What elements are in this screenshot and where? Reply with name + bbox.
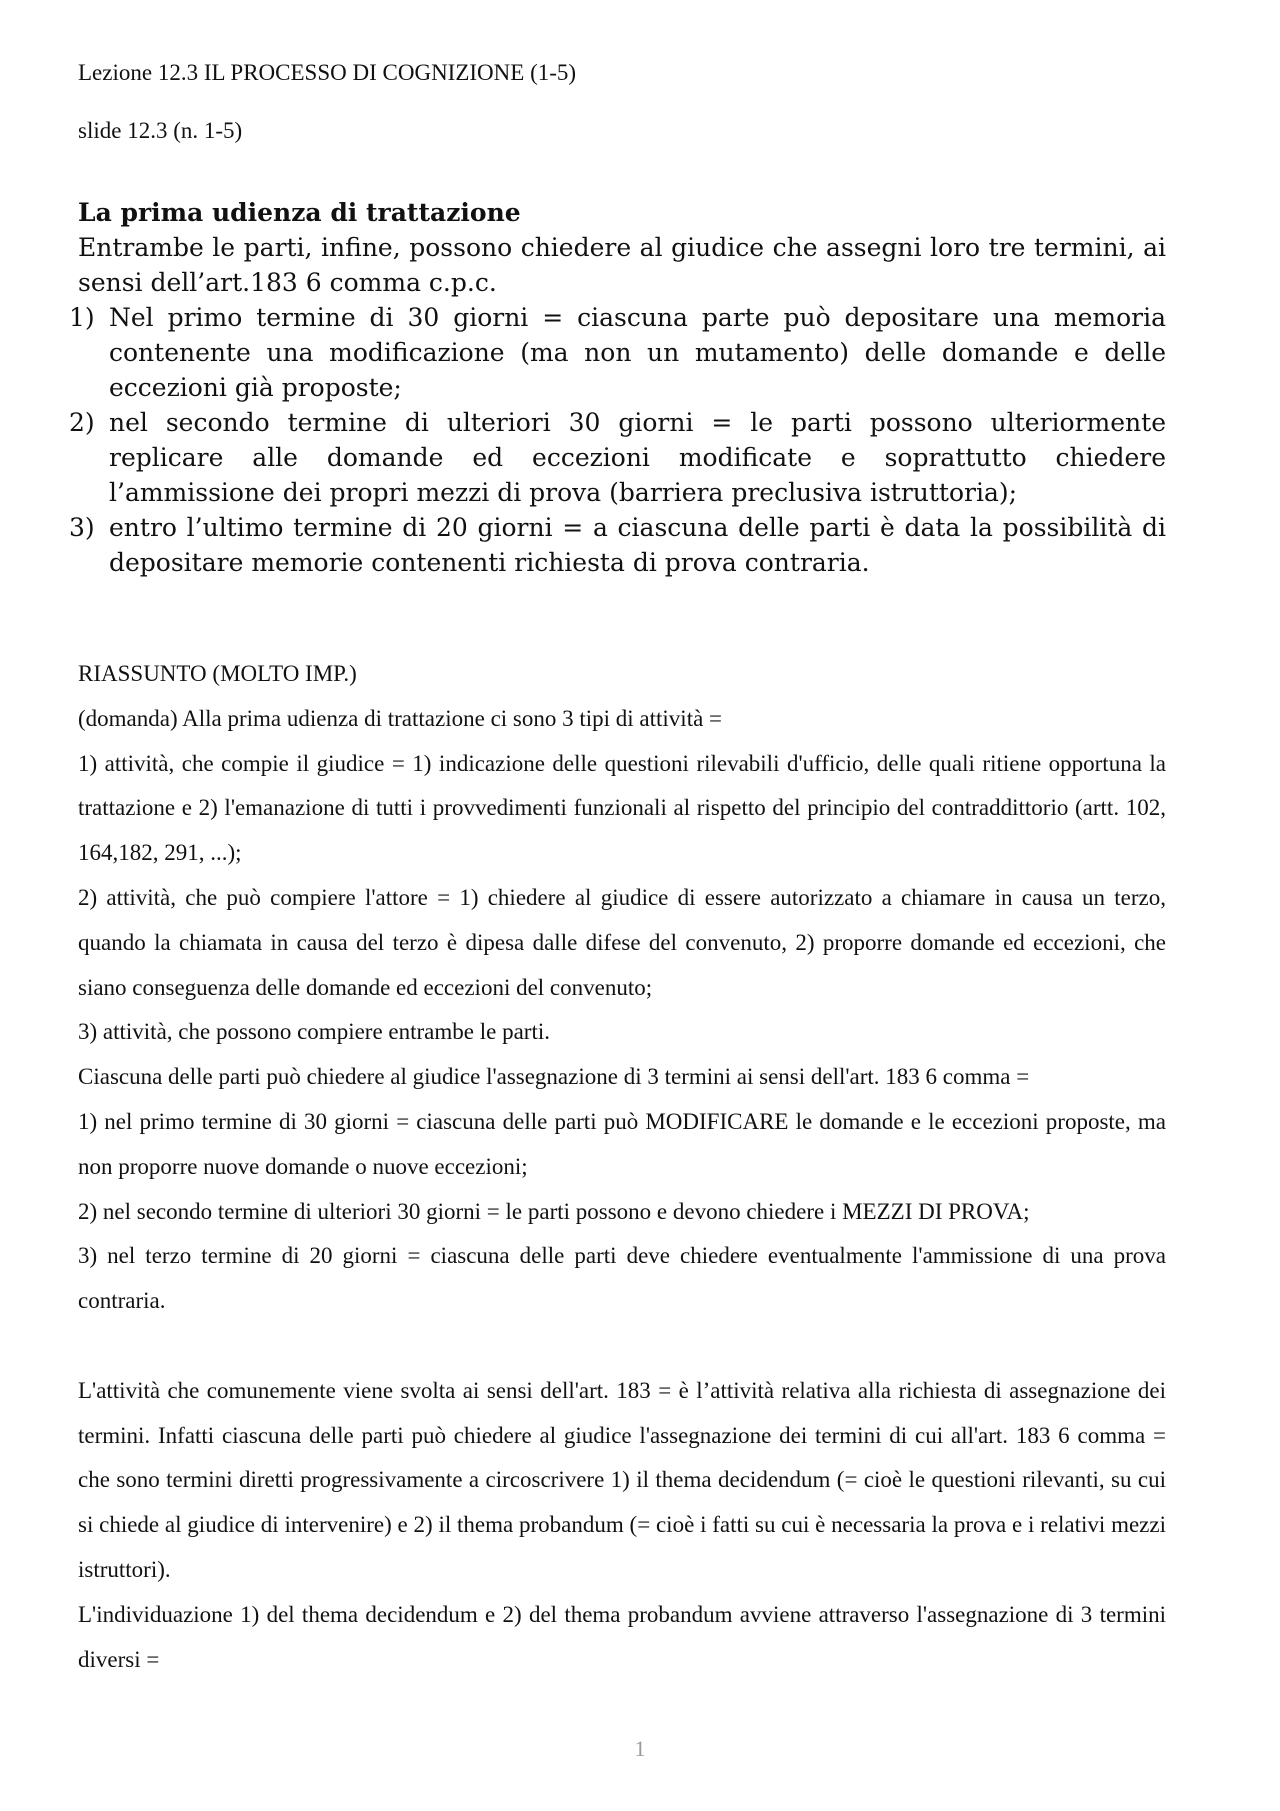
list-item-text: Nel primo termine di 30 giorni = ciascuna parte può depositare una memoria contenente una modificazione (ma non un mutamento) delle domande e delle eccezioni già proposte; [109, 303, 1166, 402]
terms-list [69, 300, 1166, 580]
list-item-text: nel secondo termine di ulteriori 30 giorni = le parti possono ulteriormente replicare alle domande ed eccezioni modificate e soprattutto chiedere l’ammissione dei propri mezzi di prova (barriera preclusiva istruttoria); [109, 408, 1166, 507]
list-item-text: entro l’ultimo termine di 20 giorni = a ciascuna delle parti è data la possibilità di depositare memorie contenenti richiesta di prova contraria. [109, 513, 1166, 577]
summary-paragraph: L'attività che comunemente viene svolta ai sensi dell'art. 183 = è l’attività relativa alla richiesta di assegnazione dei termini. Infatti ciascuna delle parti può chiedere al giudice l'assegnazione dei termini di cui all'art. 183 6 comma = che sono termini diretti progressivamente a circoscrivere 1) il thema decidendum (= cioè le questioni rilevanti, su cui si chiede al giudice di intervenire) e 2) il thema probandum (= cioè i fatti su cui è necessaria la prova e i relativi mezzi istruttori). [78, 1377, 1166, 1582]
summary-section [78, 652, 1166, 1682]
list-item-number: 1) [69, 303, 95, 332]
summary-paragraph: 3) nel terzo termine di 20 giorni = ciascuna delle parti deve chiedere eventualmente l'ammissione di una prova contraria. [78, 1243, 1166, 1314]
list-item [69, 510, 1166, 580]
list-item-number: 2) [69, 408, 95, 437]
list-item [69, 405, 1166, 510]
list-item [69, 300, 1166, 405]
summary-paragraph: 1) nel primo termine di 30 giorni = ciascuna delle parti può MODIFICARE le domande e le eccezioni proposte, ma non proporre nuove domande o nuove eccezioni; [78, 1108, 1166, 1179]
summary-paragraph: 2) nel secondo termine di ulteriori 30 giorni = le parti possono e devono chiedere i MEZZI DI PROVA; [78, 1198, 1030, 1224]
summary-paragraph: 2) attività, che può compiere l'attore = 1) chiedere al giudice di essere autorizzato a chiamare in causa un terzo, quando la chiamata in causa del terzo è dipesa dalle difese del convenuto, 2) proporre domande ed eccezioni, che siano conseguenza delle domande ed eccezioni del convenuto; [78, 884, 1166, 1000]
list-item-number: 3) [69, 513, 95, 542]
summary-paragraph: (domanda) Alla prima udienza di trattazione ci sono 3 tipi di attività = [78, 705, 723, 731]
page-content [69, 58, 1166, 1682]
slide-reference: slide 12.3 (n. 1-5) [78, 118, 243, 143]
summary-heading: RIASSUNTO (MOLTO IMP.) [78, 661, 357, 686]
section-prima-udienza [69, 196, 1166, 580]
paragraph-spacer [78, 1324, 1166, 1369]
summary-paragraph: L'individuazione 1) del thema decidendum e 2) del thema probandum avviene attraverso l'assegnazione di 3 termini diversi = [78, 1601, 1166, 1672]
section-title: La prima udienza di trattazione [78, 198, 521, 227]
summary-paragraph: 3) attività, che possono compiere entrambe le parti. [78, 1019, 550, 1045]
summary-paragraph: 1) attività, che compie il giudice = 1) indicazione delle questioni rilevabili d'ufficio, delle quali ritiene opportuna la trattazione e 2) l'emanazione di tutti i provvedimenti funzionali al rispetto del principio del contraddittorio (artt. 102, 164,182, 291, ...); [78, 750, 1166, 866]
summary-paragraph: Ciascuna delle parti può chiedere al giudice l'assegnazione di 3 termini ai sensi dell'art. 183 6 comma = [78, 1064, 1030, 1090]
section-intro: Entrambe le parti, infine, possono chiedere al giudice che assegni loro tre termini, ai sensi dell’art.183 6 comma c.p.c. [78, 233, 1166, 297]
page-number: 1 [634, 1736, 646, 1761]
lesson-title: Lezione 12.3 IL PROCESSO DI COGNIZIONE (1-5) [78, 60, 577, 85]
